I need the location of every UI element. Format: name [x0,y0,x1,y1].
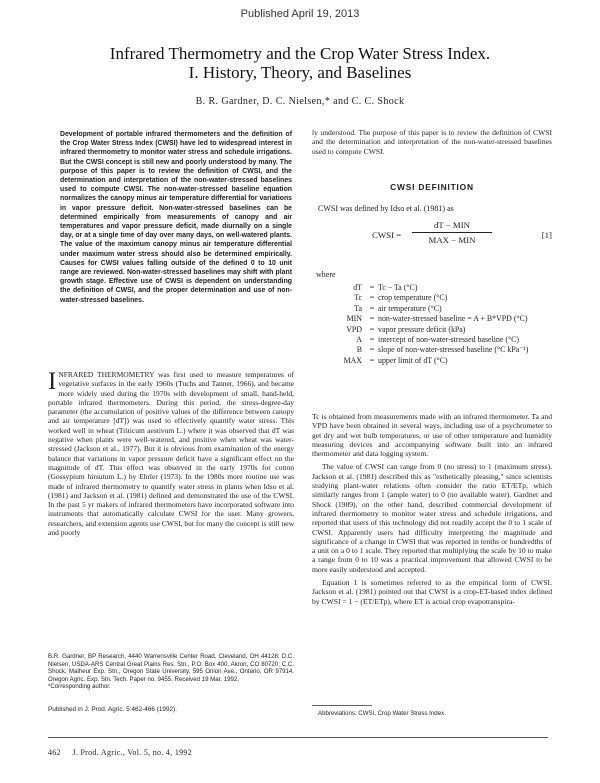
footnote-text: B.R. Gardner, BP Research, 4440 Warrensville Center Road, Cleveland, OH 44128; D.C. Nielsen, USDA-ARS Central Great Plains Res. Stn., P.O. Box 400, Akron, CO 80720; C.C. Shock, Malheur Exp. Stn., Oregon State University, 595 Onion Ave., Ontario, OR 97914. Oregon Agric. Exp. Stn. Tech. Paper no. 9455. Received 19 Mar. 1992. [48,653,294,683]
equation-fraction [412,220,492,245]
published-date: Published April 19, 2013 [240,8,360,20]
definition-item [312,283,552,293]
paper-title [0,44,600,82]
definition-lead: CWSI was defined by Idso et al. (1981) as [318,204,454,213]
body-paragraph: Equation 1 is sometimes referred to as the empirical form of CWSI. Jackson et al. (1981) pointed out that CWSI is a crop-ET-based index defined by CWSI = 1 − (ET/ETp), where ET is actual crop evapotranspira- [312,578,552,606]
def-symbol: MIN [346,314,362,324]
introduction-paragraph [48,370,294,537]
abstract: Development of portable infrared thermometers and the definition of the Crop Water Stress Index (CWSI) have led to widespread interest in infrared thermometry to monitor water stress and schedule irrigations. But the CWSI concept is still new and poorly understood by many. The purpose of this paper is to review the definition of CWSI, and the determination and interpretation of the non-water-stressed baselines used to compute CWSI. The non-water-stressed baseline equation normalizes the canopy minus air temperature differential for variations in vapor pressure deficit. Non-water-stressed baselines can be determined empirically from measurements of canopy and air temperatures and vapor pressure deficit, made diurnally on a single day, or at a single time of day over many days, on well-watered plants. The value of the maximum canopy minus air temperature differential under maximum water stress should also be determined empirically. Causes for CWSI values falling outside of the defined 0 to 10 unit range are reviewed. Non-water-stressed baselines may shift with plant growth stage. Effective use of CWSI is dependent on understanding the definition of CWSI, and the proper determination and use of non-water-stressed baselines. [60,131,292,304]
def-symbol: Tc [354,293,362,303]
body-paragraph: Tc is obtained from measurements made with an infrared thermometer. Ta and VPD have been obtained in several ways, including use of a psychrometer to get dry and wet bulb temperatures, or use of other temperature and humidity measuring devices and accompanying software built into an infrared thermometer and data logging system. [312,412,552,459]
def-equals: = [369,324,375,334]
def-symbol: VPD [346,324,362,334]
equation-lhs: CWSI = [372,230,402,240]
intro-continuation: ly understood. The purpose of this paper is to review the definition of CWSI and the determination and interpretation of the non-water-stressed baselines used to compute CWSI. [312,128,552,156]
drop-cap: I [48,368,57,395]
corresponding-author-note: *Corresponding author. [48,683,111,691]
definition-item [312,345,552,355]
definition-item [312,335,552,345]
def-equals: = [369,345,375,355]
def-equals: = [369,335,375,345]
definition-discussion [312,412,552,610]
def-equals: = [369,283,375,292]
equation-denominator: MAX − MIN [428,235,476,245]
definition-item [312,293,552,303]
title-line-2: I. History, Theory, and Baselines [188,63,412,82]
equation-number: [1] [541,230,552,240]
definition-item [312,325,552,335]
page-footer: 462 J. Prod. Agric., Vol. 5, no. 4, 1992 [48,748,193,757]
body-paragraph: The value of CWSI can range from 0 (no stress) to 1 (maximum stress). Jackson et al. (1981) described this as "esthetically pleasing," since scientists studying plant-water relations often consider the ratio ET/ETp, which similarly ranges from 1 (ample water) to 0 (no available water). Gardner and Shock (1989), on the other hand, described commercial development of infrared thermometry to monitor water stress and schedule irrigations, and reported that users of this technology did not readily accept the 0 to 1 scale of CWSI. Apparently users had difficulty interpreting the magnitude and significance of a change in CWSI that was reported in tenths or hundredths of a unit on a 0 to 1 scale. They reported that multiplying the scale by 10 to make a range from 0 to 10 was a practical improvement that allowed CWSI to be more easily understood and accepted. [312,462,552,574]
author-footnote [48,653,294,691]
definition-item [312,356,552,366]
def-text: slope of non-water-stressed baseline (°C kPa⁻¹) [378,345,529,355]
def-equals: = [369,314,375,324]
def-equals: = [369,293,375,303]
equation-numerator: dT − MIN [412,220,492,233]
def-text: intercept of non-water-stressed baseline (°C) [378,335,520,345]
abbreviations-note: Abbreviations: CWSI, Crop Water Stress Index. [318,710,446,717]
def-text: non-water-stressed baseline = A + B*VPD (°C) [378,314,528,324]
publication-note: Published in J. Prod. Agric. 5:462-466 (1992). [48,706,177,713]
def-symbol: Ta [354,303,362,313]
intro-smallcaps: NFRARED THERMOMETRY [58,370,155,379]
def-text: vapor pressure deficit (kPa) [378,324,466,334]
def-symbol: MAX [343,355,362,365]
def-equals: = [369,303,375,313]
def-symbol: dT [353,283,362,292]
def-text: upper limit of dT (°C) [378,355,448,365]
def-symbol: B [356,345,362,355]
def-text: air temperature (°C) [378,303,442,313]
title-line-1: Infrared Thermometry and the Crop Water Stress Index. [109,44,491,63]
intro-text: was first used to measure temperatures of vegetative surfaces in the early 1960s (Tuchs and Tanner, 1966), and became more widely used during the 1970s with development of small, hand-held, portable infrared thermometers. During this period, the stress-degree-day parameter (the accumulation of positive values of the difference between canopy and air temperature [dT]) was used to effectively quantify water stress. This worked well in wheat (Triticum aestivum L.) where it was observed that dT was negative when plants were well-watered, and positive when wheat was water-stressed (Jackson et al., 1977). But it is obvious from examination of the energy balance that variations in vapor pressure deficit have a significant effect on the magnitude of dT. This effect was observed in the early 1970s for cotton (Gossypium hirsutum L.) by Ehrler (1973). In the 1980s more routine use was made of infrared thermometry to quantify water stress in plants when Idso et al. (1981) and Jackson et al. (1981) defined and demonstrated the use of the CWSI. In the past 5 yr makers of infrared thermometers have incorporated software into instruments that automatically calculate CWSI for the user. Many growers, researchers, and extension agents use CWSI, but for many the concept is still new and poorly [48,370,294,538]
definition-item [312,314,552,324]
def-symbol: A [356,335,362,345]
author-list: B. R. Gardner, D. C. Nielsen,* and C. C. Shock [195,96,405,107]
def-text: Tc − Ta (°C) [378,283,418,292]
cwsi-equation [372,220,552,256]
abbreviations-divider [312,705,372,706]
def-equals: = [369,355,375,365]
definition-item [312,304,552,314]
section-heading: CWSI DEFINITION [390,182,474,192]
def-text: crop temperature (°C) [378,293,448,303]
definitions-list [312,283,552,366]
footer-divider [48,737,548,738]
where-label: where [316,270,336,279]
